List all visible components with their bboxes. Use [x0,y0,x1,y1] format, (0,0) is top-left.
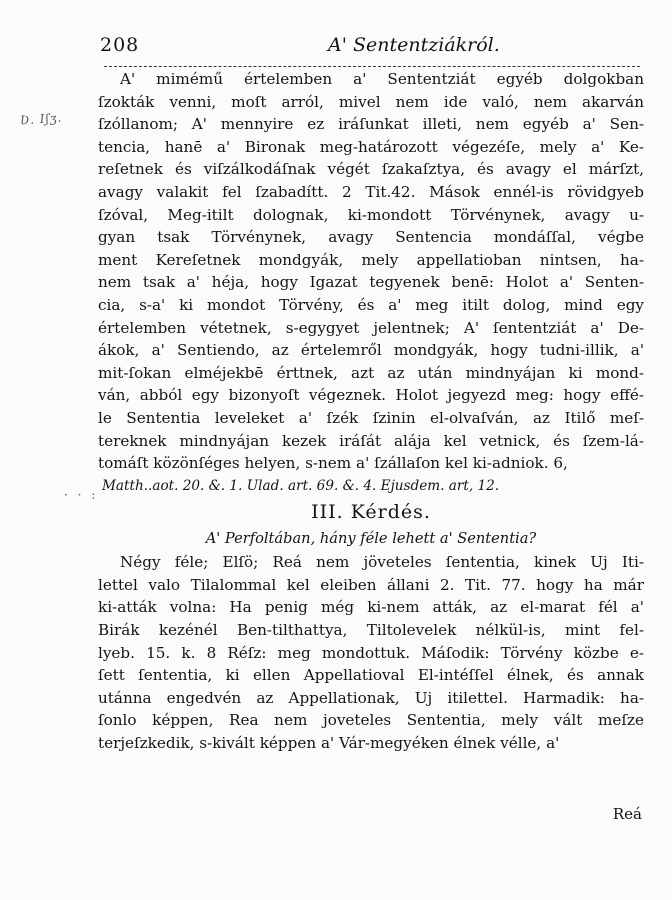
text-line: ki-atták volna: Ha penig még ki-nem atták, az el-marat fél a' [98,598,644,617]
paragraph-answer [98,551,644,754]
text-line: gyan tsak Törvénynek, avagy Sentencia mondáſſal, végbe [98,228,644,247]
section-heading: III. Kérdés. [311,501,431,524]
text-line: ment Kereſetnek mondgyák, mely appellatioban nintsen, ha- [98,250,644,269]
paragraph-definition [98,68,644,475]
text-line: reſetnek és viſzálkodáſnak végét ſzakaſztya, és avagy el márſzt, [98,160,644,179]
text-line: ſonlo képpen, Rea nem joveteles Sententia, mely vált meſze [98,711,644,730]
text-line: Birák kezénél Ben-tilthattya, Tiltolevelek nélkül-is, mint fel- [98,621,644,640]
running-head: A' Sententziákról. [328,34,500,56]
text-line: ſzóllanom; A' mennyire ez iráſunkat illeti, nem egyéb a' Sen- [98,115,644,134]
page-number: 208 [100,34,140,56]
catchword: Reá [612,805,642,823]
text-line: értelemben vétetnek, s-egygyet jelentnek; A' ſententziát a' De- [98,318,644,337]
text-line: tencia, hanē a' Bironak meg-határozott végezéſe, mely a' Ke- [98,137,644,156]
text-line: A' mimémű értelemben a' Sententziát egyéb dolgokban [120,70,644,88]
text-line: mit-ſokan elméjekbē érttnek, azt az után mindnyájan ki mond- [98,363,644,382]
section-question: A' Perfoltában, hány féle lehett a' Sententia? [205,530,537,548]
text-line: le Sententia leveleket a' ſzék ſzinin el-olvaſván, az Itilő meſ- [98,408,644,427]
text-line: cia, s-a' ki mondot Törvény, és a' meg itilt dolog, mind egy [98,295,644,314]
margin-dots: · · : [64,488,99,502]
text-line: Négy féle; Elſö; Reá nem jöveteles ſententia, kinek Uj Iti- [120,553,644,572]
text-block [98,68,644,755]
text-line: utánna engedvén az Appellationak, Uj itilettel. Harmadik: ha- [98,688,644,707]
page-header [100,34,640,62]
text-line: ſzóval, Meg-itilt dolognak, ki-mondott Törvénynek, avagy u- [98,205,644,224]
text-line: ſzokták venni, moſt arról, mivel nem ide való, nem akarván [98,92,644,111]
text-line: nem tsak a' héja, hogy Igazat tegyenek benē: Holot a' Senten- [98,273,644,292]
text-line: terjeſzkedik, s-kivált képpen a' Vár-megyéken élnek vélle, a' [98,734,560,753]
text-line: ván, abból egy bizonyoſt végeznek. Holot jegyezd meg: hogy effé- [98,386,644,405]
handwritten-margin-note: Ʋ. Iʃʒ. [19,110,63,128]
text-line: ſett ſententia, ki ellen Appellatioval El-intéſſel élnek, és annak [98,666,644,685]
text-line: tereknek mindnyájan kezek iráſát alája kel vetnick, és ſzem-lá- [98,431,644,450]
text-line: ákok, a' Sentiendo, az értelemről mondgyák, hogy tudni-illik, a' [98,341,644,360]
text-line: lettel valo Tilalommal kel eleiben állani 2. Tit. 77. hogy ha már [98,575,644,594]
text-line: tomáſt közönſéges helyen, s-nem a' ſzállaſon kel ki-adniok. 6, [98,454,568,473]
text-line: lyeb. 15. k. 8 Réſz: meg mondottuk. Máſodik: Törvény közbe e- [98,643,644,662]
legal-citation: Matth..aot. 20. &. 1. Ulad. art. 69. &. 4. Ejusdem. art, 12. [102,477,500,494]
text-line: avagy valakit fel ſzabadítt. 2 Tit.42. Mások ennél-is rövidgyeb [98,182,644,201]
header-rule [104,66,640,67]
